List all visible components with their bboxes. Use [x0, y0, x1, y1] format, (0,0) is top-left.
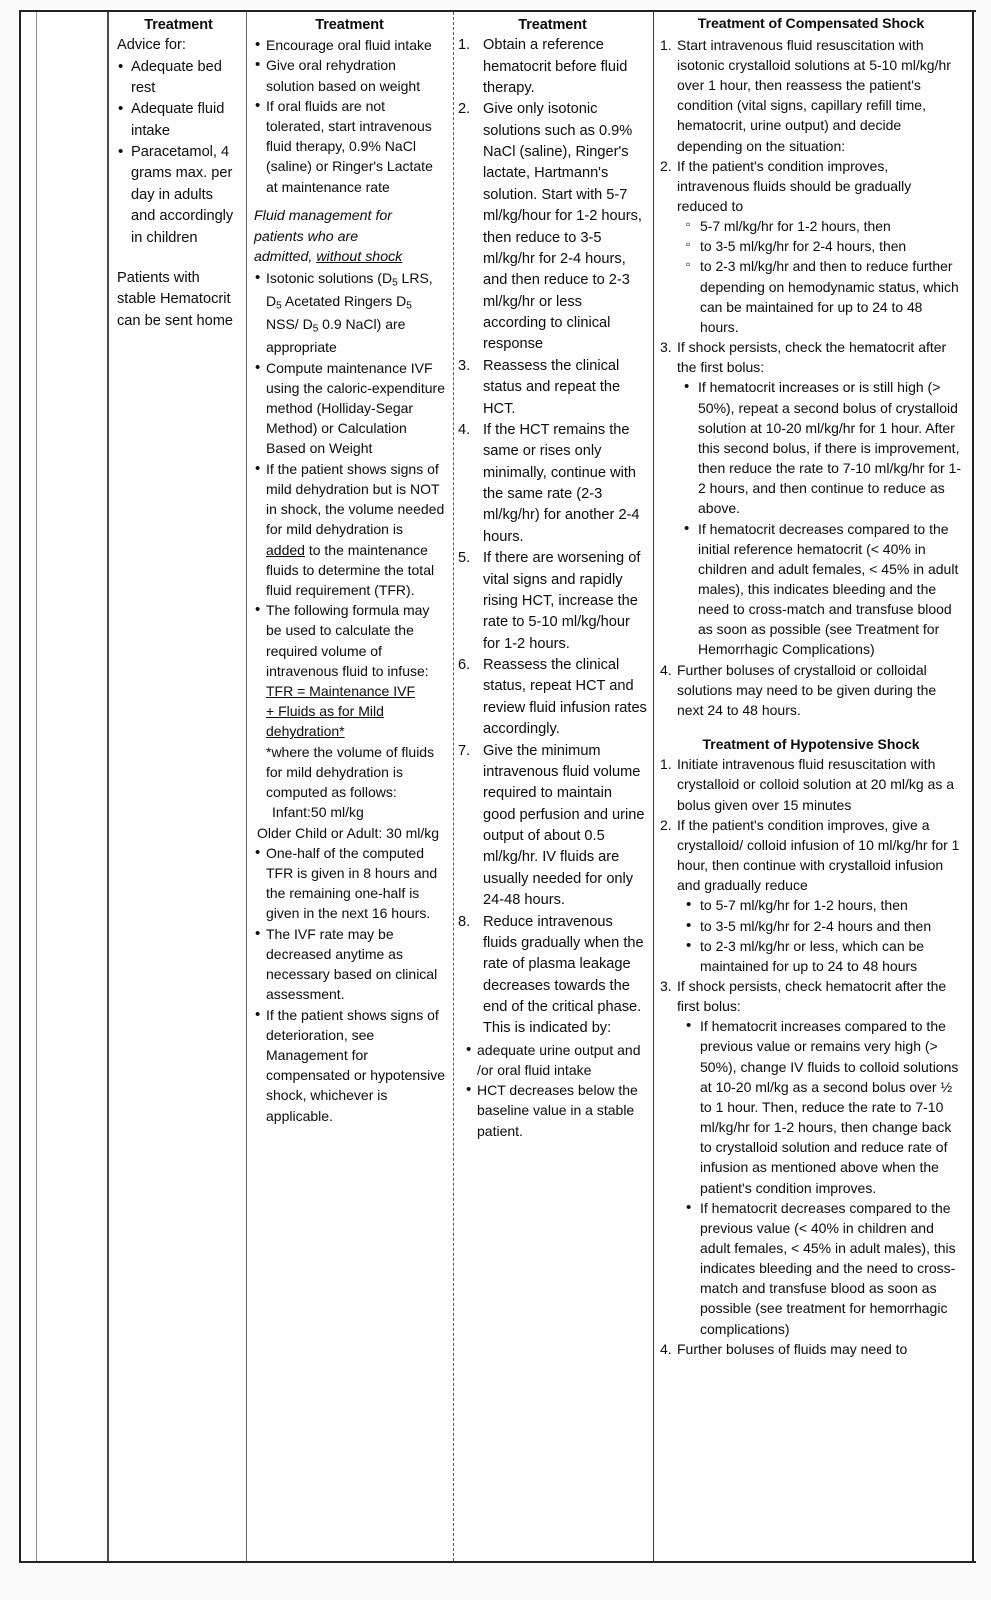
list-item [660, 976, 962, 1339]
list-item-mild-dehydration [254, 459, 445, 601]
list-item: • If hematocrit decreases compared to the previous value (< 40% in children and adult females, < 45% in adult males), this indicates bleeding and the need to cross-match and transfuse blood as soon as possible (see treatment for hemorrhagic complications) [685, 1198, 962, 1339]
step-text: Give the minimum intravenous fluid volume required to maintain good perfusion and urine output of about 0.5 ml/kg/hr. IV fluids are usually needed for only 24-48 hours. [483, 742, 645, 909]
step-number: 7. [458, 742, 471, 759]
step-number: 2. [458, 101, 471, 118]
list-item [458, 35, 647, 99]
hypotensive-step3-subbullets [685, 1016, 962, 1339]
list-item: • HCT decreases below the baseline value in a stable patient. [465, 1080, 647, 1141]
step-text: Reassess the clinical status and repeat the HCT. [483, 357, 621, 417]
list-item: • If hematocrit decreases compared to the initial reference hematocrit (< 40% in children and adult females, < 45% in adult males), this indicates bleeding and the need to cross-match and transfuse blood as soon as possible (see Treatment for Hemorrhagic Complications) [683, 519, 962, 660]
column-header-compensated-shock: Treatment of Compensated Shock [697, 16, 925, 32]
subscript: 5 [392, 277, 398, 289]
step-text: If shock persists, check hematocrit after the first bolus: [677, 977, 947, 1015]
step-number: 8. [458, 913, 471, 930]
compensated-shock-list [660, 35, 962, 720]
step-text: Initiate intravenous fluid resuscitation with crystalloid or colloid solution at 20 ml/kg as a bolus given over 15 minutes [677, 756, 955, 813]
formula-line-3: dehydration* [266, 723, 345, 740]
step-number: 4. [660, 661, 672, 678]
list-item: • If the patient shows signs of deterioration, see Management for compensated or hypotensive shock, whichever is applicable. [254, 1005, 445, 1126]
list-item: • Adequate bed rest [117, 57, 240, 100]
step-text: Further boluses of crystalloid or colloidal solutions may need to be given during the next 24 to 48 hours. [677, 661, 937, 718]
formula-footnote: *where the volume of fluids for mild dehydration is computed as follows: [266, 743, 435, 801]
table-column-oral-fluids [247, 12, 454, 1561]
list-item: • The IVF rate may be decreased anytime as necessary based on clinical assessment. [254, 924, 445, 1005]
list-item: • to 3-5 ml/kg/hr for 2-4 hours and then [685, 916, 962, 936]
dose-infant: Infant:50 ml/kg [272, 804, 364, 821]
step-text: Further boluses of fluids may need to [677, 1340, 908, 1357]
step-text: If shock persists, check the hematocrit after the first bolus: [677, 339, 947, 376]
compensated-step2-subbullets [683, 216, 962, 337]
list-item [660, 815, 962, 976]
table-column-gutter-inner [37, 12, 109, 1561]
list-item: • adequate urine output and /or oral fluid intake [465, 1040, 647, 1080]
list-item [660, 1339, 962, 1359]
list-item: • to 2-3 ml/kg/hr or less, which can be maintained for up to 24 to 48 hours [685, 936, 962, 976]
formula-line-1: TFR = Maintenance IVF [266, 683, 416, 700]
table-column-iv-therapy [454, 12, 654, 1561]
txt: to the maintenance fluids to determine the total fluid requirement (TFR). [266, 541, 435, 598]
formula-line-2: + Fluids as for Mild [266, 703, 384, 720]
txt: The following formula may be used to calculate the required volume of intravenous fluid to infuse: [266, 602, 430, 679]
txt: LRS, D [266, 270, 433, 310]
list-item [458, 548, 647, 655]
list-item [660, 156, 962, 337]
list-item [660, 35, 962, 156]
list-item [458, 356, 647, 420]
step-number: 1. [458, 37, 471, 54]
subscript: 5 [406, 300, 412, 312]
iv-numbered-list [458, 35, 647, 1141]
step-number: 2. [660, 157, 672, 174]
step-number: 6. [458, 657, 471, 673]
list-item [458, 912, 647, 1141]
step-number: 1. [660, 36, 672, 53]
advice-closing-note: Patients with stable Hematocrit can be sent home [117, 269, 234, 329]
spacer [254, 197, 445, 206]
step-text: If there are worsening of vital signs and rapidly rising HCT, increase the rate to 5-10 ml/kg/hour for 1-2 hours. [483, 550, 641, 652]
list-item: • One-half of the computed TFR is given in 8 hours and the remaining one-half is given in the next 16 hours. [254, 843, 445, 924]
step-number: 1. [660, 756, 672, 773]
column-header-hypotensive-shock: Treatment of Hypotensive Shock [702, 736, 920, 753]
step-number: 3. [660, 339, 672, 356]
list-item [458, 741, 647, 912]
fluid-management-subheading [254, 206, 445, 268]
step-text: If the patient's condition improves, give a crystalloid/ colloid infusion of 10 ml/kg/hr for 1 hour, then continue with crystalloid infusion and gradually reduce [677, 816, 960, 894]
step-number: 2. [660, 816, 672, 833]
spacer [117, 249, 240, 268]
list-item: ▫ to 3-5 ml/kg/hr for 2-4 hours, then [683, 236, 962, 256]
list-item [660, 660, 962, 720]
txt: NSS/ D [266, 316, 313, 333]
emphasis-added: added [266, 541, 305, 558]
step-text: Give only isotonic solutions such as 0.9% NaCl (saline), Ringer's lactate, Hartmann's solution. Start with 5-7 ml/kg/hour for 1-2 hours, then reduce to 3-5 ml/kg/hr for 2-4 hours, and then reduce to 2-3 ml/kg/hr or less according to clinical response [483, 101, 642, 353]
step-text: Reassess the clinical status, repeat HCT and review fluid infusion rates accordingly. [483, 657, 647, 738]
list-item: • Adequate fluid intake [117, 99, 240, 142]
list-item [660, 337, 962, 660]
step-text: Reduce intravenous fluids gradually when the rate of plasma leakage decreases towards the end of the critical phase. This is indicated by: [483, 913, 644, 1037]
fluid-management-line3-emphasis: without shock [316, 249, 403, 266]
list-item: • Paracetamol, 4 grams max. per day in adults and accordingly in children [117, 142, 240, 249]
table-column-gutter-outer [19, 12, 37, 1561]
iv-step8-subbullets [465, 1040, 647, 1141]
list-item: • Encourage oral fluid intake [254, 35, 445, 55]
list-item [458, 99, 647, 356]
table-column-shock [654, 12, 974, 1561]
table-column-advice [109, 12, 247, 1561]
list-item: • If oral fluids are not tolerated, start intravenous fluid therapy, 0.9% NaCl (saline) or Ringer's Lactate at maintenance rate [254, 96, 445, 197]
step-text: If the patient's condition improves, intravenous fluids should be gradually reduced to [677, 157, 912, 214]
step-text: Start intravenous fluid resuscitation with isotonic crystalloid solutions at 5-10 ml/kg/hr over 1 hour, then reassess the patient's condition (vital signs, capillary refill time, hematocrit, urine output) and decide depending on the situation: [677, 36, 951, 154]
fluid-management-line1: Fluid management for [254, 207, 393, 224]
column-header-oral: Treatment [315, 17, 384, 33]
step-number: 3. [458, 357, 471, 374]
advice-lead-in: Advice for: [117, 37, 186, 54]
txt: 0.9 NaCl) are appropriate [266, 316, 406, 356]
advice-bullet-list [117, 57, 240, 249]
txt: Isotonic solutions (D [266, 270, 393, 287]
fluid-management-line3-plain: admitted, [254, 249, 317, 266]
list-item-formula-intro [254, 600, 445, 843]
dose-older-child-adult: Older Child or Adult: 30 ml/kg [257, 824, 440, 841]
subscript: 5 [276, 300, 282, 312]
step-text: If the HCT remains the same or rises only minimally, continue with the same rate (2-3 ml/kg/hr) for another 2-4 hours. [483, 421, 640, 545]
column-header-iv: Treatment [518, 17, 587, 33]
compensated-step3-subbullets [683, 377, 962, 659]
step-text: Obtain a reference hematocrit before fluid therapy. [483, 37, 628, 96]
step-number: 4. [458, 421, 471, 438]
hypotensive-step2-subbullets [685, 895, 962, 976]
list-item: • If hematocrit increases or is still high (> 50%), repeat a second bolus of crystalloid solution at 10-20 ml/kg/hr for 1 hour. After this second bolus, if there is improvement, then reduce the rate to 7-10 ml/kg/hr for 1-2 hours, and then continue to reduce as above. [683, 377, 962, 518]
oral-bullet-list-2 [254, 268, 445, 1126]
list-item: • If hematocrit increases compared to the previous value or remains very high (> 50%), change IV fluids to colloid solutions at 10-20 ml/kg as a second bolus over ½ to 1 hour. Then, reduce the rate to 7-10 ml/kg/hr for 1-2 hours, then change back to crystalloid solution and reduce rate of infusion as mentioned above when the patient's condition improves. [685, 1016, 962, 1197]
oral-bullet-list [254, 35, 445, 197]
list-item: ▫ to 2-3 ml/kg/hr and then to reduce further depending on hemodynamic status, which can be maintained for up to 24 to 48 hours. [683, 256, 962, 337]
txt: Acetated Ringers D [281, 293, 407, 310]
list-item: • Give oral rehydration solution based on weight [254, 55, 445, 95]
list-item [458, 655, 647, 741]
txt: If the patient shows signs of mild dehydration but is NOT in shock, the volume needed for mild dehydration is [266, 460, 445, 538]
list-item: • Compute maintenance IVF using the caloric-expenditure method (Holliday-Segar Method) or Calculation Based on Weight [254, 358, 445, 459]
treatment-comparison-table [19, 10, 976, 1563]
fluid-management-line2: patients who are [254, 228, 359, 245]
step-number: 5. [458, 550, 471, 567]
subscript: 5 [312, 323, 319, 335]
list-item [660, 754, 962, 814]
column-header-advice: Treatment [144, 17, 213, 33]
list-item: ▫ 5-7 ml/kg/hr for 1-2 hours, then [683, 216, 962, 236]
hypotensive-shock-list [660, 754, 962, 1359]
list-item: • to 5-7 ml/kg/hr for 1-2 hours, then [685, 895, 962, 915]
list-item-isotonic-solutions [254, 268, 445, 357]
list-item [458, 420, 647, 548]
step-number: 3. [660, 977, 672, 994]
step-number: 4. [660, 1340, 672, 1357]
